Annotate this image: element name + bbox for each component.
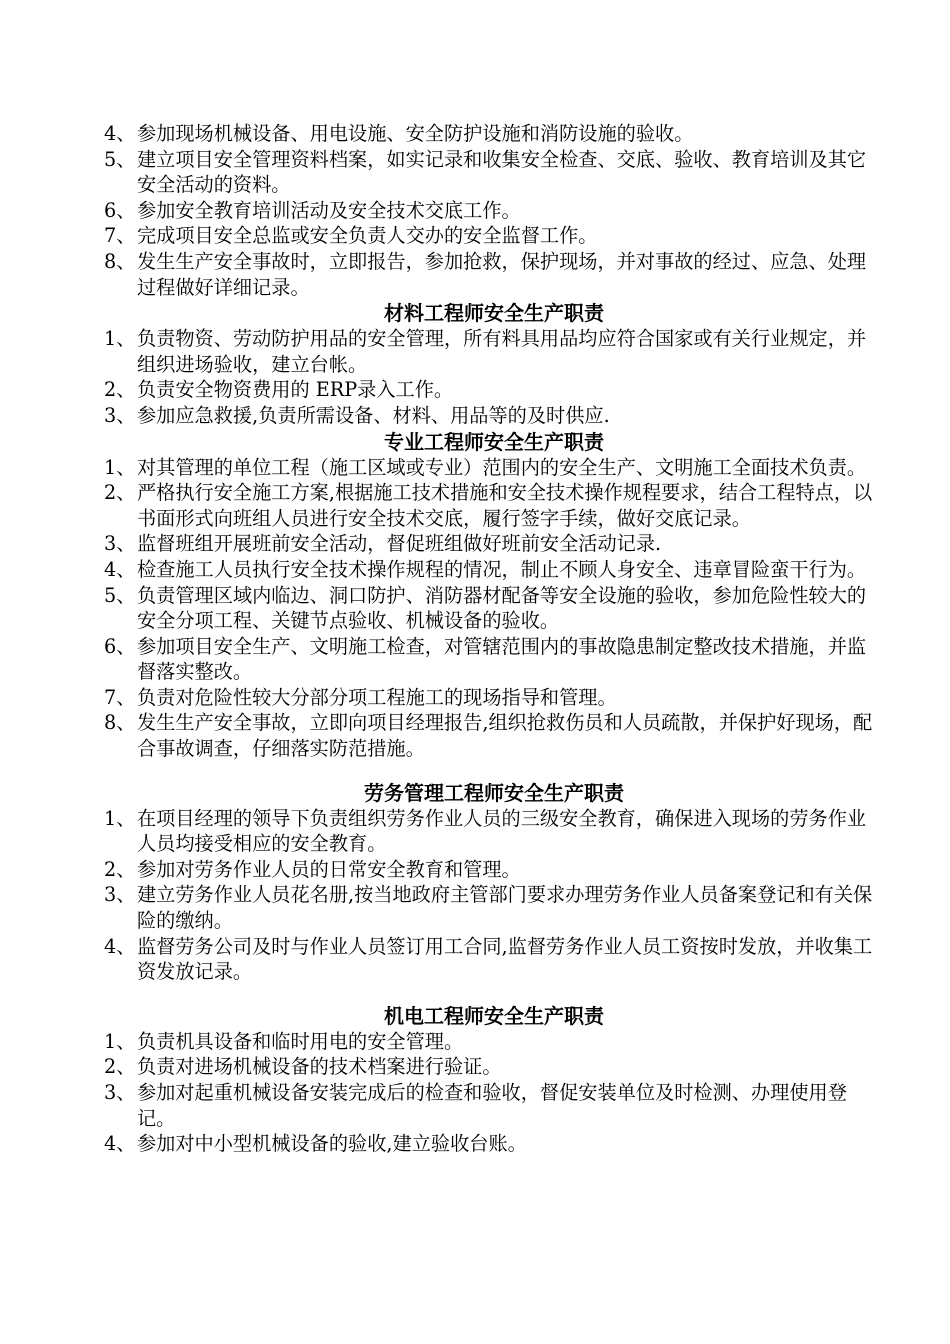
list-item [104,403,874,429]
list-item [104,857,874,883]
list-item [104,147,874,198]
item-text: 在项目经理的领导下负责组织劳务作业人员的三级安全教育，确保进入现场的劳务作业人员均接受相应的安全教育。 [137,806,867,856]
list-item [104,249,874,300]
list-item [104,531,874,557]
list-item [104,455,874,481]
list-item [104,934,874,985]
item-number: 6、 [104,198,136,222]
item-number: 4、 [104,557,136,581]
item-text: 建立劳务作业人员花名册,按当地政府主管部门要求办理劳务作业人员备案登记和有关保险的缴纳。 [137,883,873,933]
list-item [104,480,874,531]
item-number: 4、 [104,934,136,958]
list-item [104,1080,874,1131]
item-text: 发生生产安全事故时，立即报告，参加抢救，保护现场，并对事故的经过、应急、处理过程做好详细记录。 [137,249,867,299]
item-number: 3、 [104,403,136,427]
item-text: 参加项目安全生产、文明施工检查，对管辖范围内的事故隐患制定整改技术措施，并监督落实整改。 [137,634,867,684]
item-number: 7、 [104,224,136,248]
list-item [104,326,874,377]
item-text: 建立项目安全管理资料档案，如实记录和收集安全检查、交底、验收、教育培训及其它安全活动的资料。 [137,147,867,197]
section-electromechanical [104,1003,874,1157]
section-title: 材料工程师安全生产职责 [384,301,604,326]
item-number: 7、 [104,685,136,709]
item-text: 参加对起重机械设备安装完成后的检查和验收，督促安装单位及时检测、办理使用登记。 [137,1081,847,1130]
item-text: 参加安全教育培训活动及安全技术交底工作。 [137,198,521,222]
section-labor [104,780,874,985]
item-text: 监督班组开展班前安全活动，督促班组做好班前安全活动记录. [137,532,662,556]
item-number: 3、 [104,532,136,556]
item-text: 监督劳务公司及时与作业人员签订用工合同,监督劳务作业人员工资按时发放，并收集工资发放记录。 [137,934,873,984]
item-text: 发生生产安全事故，立即向项目经理报告,组织抢救伤员和人员疏散，并保护好现场，配合事故调查，仔细落实防范措施。 [137,711,873,761]
list-item [104,634,874,685]
item-text: 参加现场机械设备、用电设施、安全防护设施和消防设施的验收。 [137,122,694,145]
item-number: 5、 [104,583,136,607]
item-number: 8、 [104,249,136,273]
item-text: 负责对进场机械设备的技术档案进行验证。 [137,1055,502,1079]
item-number: 2、 [104,481,136,505]
document-content [104,121,874,1157]
section-materials [104,300,874,428]
list-item [104,557,874,583]
item-text: 负责机具设备和临时用电的安全管理。 [137,1029,464,1053]
section-title: 机电工程师安全生产职责 [384,1003,604,1028]
list-item [104,1131,874,1157]
list-item [104,377,874,403]
list-item [104,806,874,857]
intro-list [104,121,874,300]
item-number: 1、 [104,1029,136,1053]
list-item [104,685,874,711]
list-item [104,583,874,634]
item-text: 完成项目安全总监或安全负责人交办的安全监督工作。 [137,224,598,248]
item-text: 负责对危险性较大分部分项工程施工的现场指导和管理。 [137,685,617,709]
item-number: 8、 [104,711,136,735]
item-number: 2、 [104,378,136,402]
item-number: 5、 [104,147,136,171]
list-item [104,1029,874,1055]
section-spacer [104,762,874,780]
item-text: 参加对劳务作业人员的日常安全教育和管理。 [137,857,521,881]
item-text: 检查施工人员执行安全技术操作规程的情况，制止不顾人身安全、违章冒险蛮干行为。 [137,557,867,581]
item-number: 4、 [104,122,136,145]
item-text: 负责管理区域内临边、洞口防护、消防器材配备等安全设施的验收，参加危险性较大的安全分项工程、关键节点验收、机械设备的验收。 [137,583,867,633]
list-item [104,121,874,147]
item-text: 参加应急救援,负责所需设备、材料、用品等的及时供应. [137,403,610,427]
item-number: 6、 [104,634,136,658]
item-number: 2、 [104,1055,136,1079]
section-specialty [104,429,874,762]
list-item [104,198,874,224]
item-number: 1、 [104,327,136,351]
section-title: 专业工程师安全生产职责 [384,429,604,454]
list-item [104,882,874,933]
section-spacer [104,985,874,1003]
item-text: 参加对中小型机械设备的验收,建立验收台账。 [137,1132,527,1156]
item-number: 2、 [104,857,136,881]
item-number: 1、 [104,806,136,830]
item-text: 严格执行安全施工方案,根据施工技术措施和安全技术操作规程要求，结合工程特点，以书面形式向班组人员进行安全技术交底，履行签字手续，做好交底记录。 [137,481,873,530]
list-item [104,1054,874,1080]
list-item [104,710,874,761]
item-text: 负责物资、劳动防护用品的安全管理，所有料具用品均应符合国家或有关行业规定，并组织进场验收，建立台帐。 [137,327,867,376]
item-number: 3、 [104,1081,136,1104]
item-text: 负责安全物资费用的 ERP录入工作。 [137,378,454,402]
item-number: 1、 [104,455,136,479]
item-number: 3、 [104,883,136,907]
item-number: 4、 [104,1132,136,1156]
item-text: 对其管理的单位工程（施工区域或专业）范围内的安全生产、文明施工全面技术负责。 [137,455,867,479]
section-title: 劳务管理工程师安全生产职责 [364,780,624,805]
list-item [104,223,874,249]
